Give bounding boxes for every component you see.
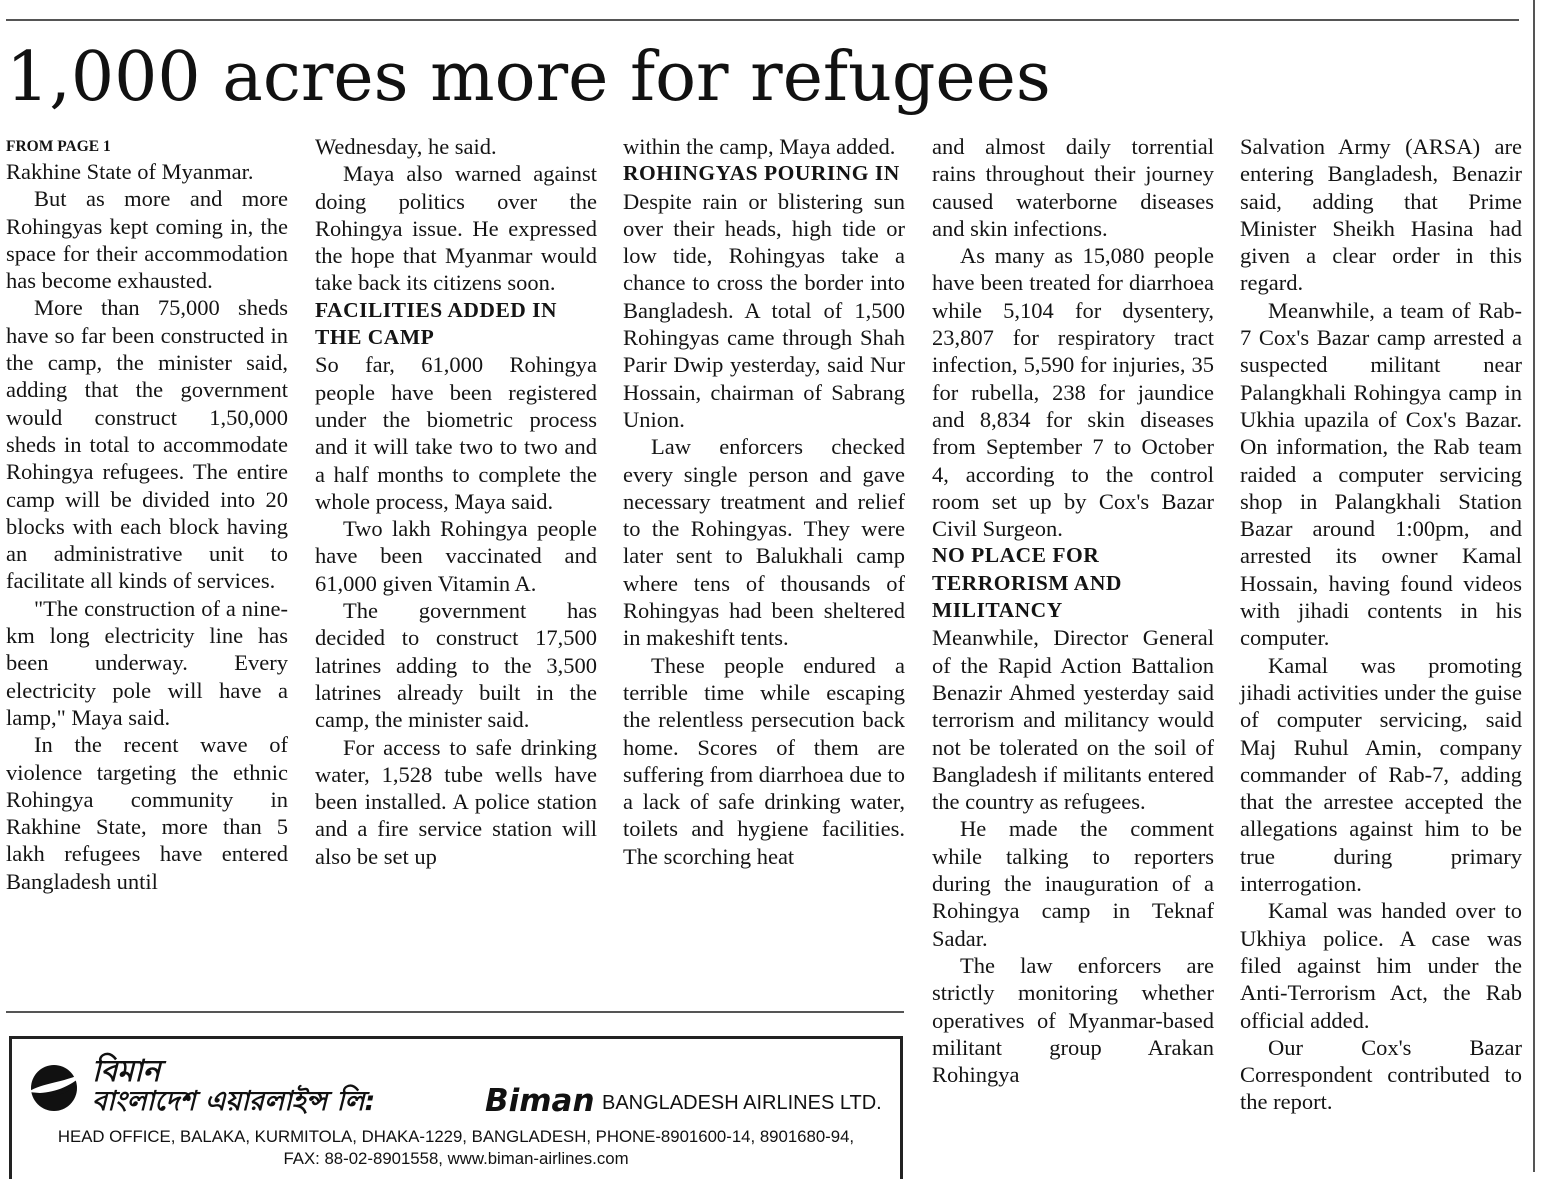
paragraph: Salvation Army (ARSA) are entering Bangladesh, Benazir said, adding that Prime Minister Sheikh Hasina had given a clear order in this regard. (1240, 134, 1522, 296)
paragraph: within the camp, Maya added. (623, 134, 896, 159)
paragraph: Rakhine State of Myanmar. (6, 159, 254, 184)
article-column-2 (315, 133, 597, 870)
ad-brand-name: Biman (485, 1083, 595, 1119)
paragraph: The government has decided to construct 17,500 latrines adding to the 3,500 latrines already built in the camp, the minister said. (315, 598, 597, 733)
airline-bird-logo-icon (26, 1062, 88, 1112)
paragraph: Our Cox's Bazar Correspondent contributed to the report. (1240, 1034, 1522, 1115)
top-rule (6, 19, 1519, 21)
ad-address-line-1: HEAD OFFICE, BALAKA, KURMITOLA, DHAKA-1229, BANGLADESH, PHONE-8901600-14, 8901680-94, (57, 1127, 855, 1146)
paragraph: Two lakh Rohingya people have been vaccinated and 61,000 given Vitamin A. (315, 516, 597, 596)
article-column-4 (932, 133, 1214, 1088)
article-column-1 (6, 133, 288, 895)
dateline: FROM PAGE 1 (6, 138, 111, 155)
paragraph: Meanwhile, Director General of the Rapid Action Battalion Benazir Ahmed yesterday said terrorism and militancy would not be tolerated on the soil of Bangladesh if militants entered the country as refugees. (932, 625, 1214, 815)
paragraph: For access to safe drinking water, 1,528 tube wells have been installed. A police station and a fire service station will also be set up (315, 734, 597, 869)
paragraph: Wednesday, he said. (315, 134, 497, 159)
subheading-no-place: NO PLACE FOR TERRORISM AND MILITANCY (932, 543, 1122, 623)
biman-advertisement (9, 1036, 903, 1179)
paragraph: As many as 15,080 people have been treated for diarrhoea while 5,104 for dysentery, 23,807 for respiratory tract infection, 5,590 for injuries, 35 for rubella, 238 for jaundice and 8,834 for skin diseases from September 7 to October 4, according to the control room set up by Cox's Bazar Civil Surgeon. (932, 243, 1214, 542)
article-column-3 (623, 133, 905, 870)
paragraph: He made the comment while talking to reporters during the inauguration of a Rohingya camp in Teknaf Sadar. (932, 816, 1214, 951)
article-column-5 (1240, 133, 1522, 1116)
ad-bangla-brand: বিমান (92, 1054, 161, 1089)
paragraph: In the recent wave of violence targeting the ethnic Rohingya community in Rakhine State, more than 5 lakh refugees have entered Bangladesh until (6, 732, 288, 894)
subheading-rohingyas-pouring: ROHINGYAS POURING IN (623, 161, 900, 186)
paragraph: Maya also warned against doing politics over the Rohingya issue. He expressed the hope that Myanmar would take back its citizens soon. (315, 161, 597, 296)
ad-bangla-company: বাংলাদেশ এয়ারলাইন্স লি: (92, 1086, 376, 1117)
paragraph: Meanwhile, a team of Rab-7 Cox's Bazar camp arrested a suspected militant near Palangkhali Rohingya camp in Ukhia upazila of Cox's Bazar. On information, the Rab team raided a computer servicing shop in Palangkhali Station Bazar around 1:00pm, and arrested its owner Kamal Hossain, having found videos with jihadi contents in his computer. (1240, 297, 1522, 651)
ad-company-name: BANGLADESH AIRLINES LTD. (602, 1092, 882, 1114)
paragraph: Kamal was handed over to Ukhiya police. A case was filed against him under the Anti-Terrorism Act, the Rab official added. (1240, 898, 1522, 1033)
paragraph: Despite rain or blistering sun over their heads, high tide or low tide, Rohingyas take a chance to cross the border into Bangladesh. A total of 1,500 Rohingyas came through Shah Parir Dwip yesterday, said Nur Hossain, chairman of Sabrang Union. (623, 188, 905, 432)
paragraph: These people endured a terrible time while escaping the relentless persecution back home. Scores of them are suffering from diarrhoea due to a lack of safe drinking water, toilets and hygiene facilities. The scorching heat (623, 652, 905, 869)
headline: 1,000 acres more for refugees (6, 38, 1051, 117)
paragraph: So far, 61,000 Rohingya people have been registered under the biometric process and it will take two to two and a half months to complete the whole process, Maya said. (315, 352, 597, 514)
paragraph: "The construction of a nine-km long electricity line has been underway. Every electricity pole will have a lamp," Maya said. (6, 595, 288, 730)
paragraph: More than 75,000 sheds have so far been constructed in the camp, the minister said, adding that the government would construct 1,50,000 sheds in total to accommodate Rohingya refugees. The entire camp will be divided into 20 blocks with each block having an administrative unit to facilitate all kinds of services. (6, 295, 288, 594)
paragraph: Law enforcers checked every single person and gave necessary treatment and relief to the Rohingyas. They were later sent to Balukhali camp where tens of thousands of Rohingyas had been sheltered in makeshift tents. (623, 434, 905, 651)
paragraph: Kamal was promoting jihadi activities under the guise of computer servicing, said Maj Ruhul Amin, company commander of Rab-7, adding that the arrestee accepted the allegations against him to be true during primary interrogation. (1240, 652, 1522, 897)
paragraph: and almost daily torrential rains throughout their journey caused waterborne diseases and skin infections. (932, 134, 1214, 241)
paragraph: But as more and more Rohingyas kept coming in, the space for their accommodation has become exhausted. (6, 186, 288, 294)
ad-divider (6, 1011, 904, 1013)
subheading-facilities: FACILITIES ADDED IN THE CAMP (315, 297, 558, 350)
right-column-rule (1533, 0, 1535, 1172)
paragraph: The law enforcers are strictly monitoring whether operatives of Myanmar-based militant group Arakan Rohingya (932, 952, 1214, 1088)
ad-address-line-2: FAX: 88-02-8901558, www.biman-airlines.com (283, 1149, 629, 1168)
